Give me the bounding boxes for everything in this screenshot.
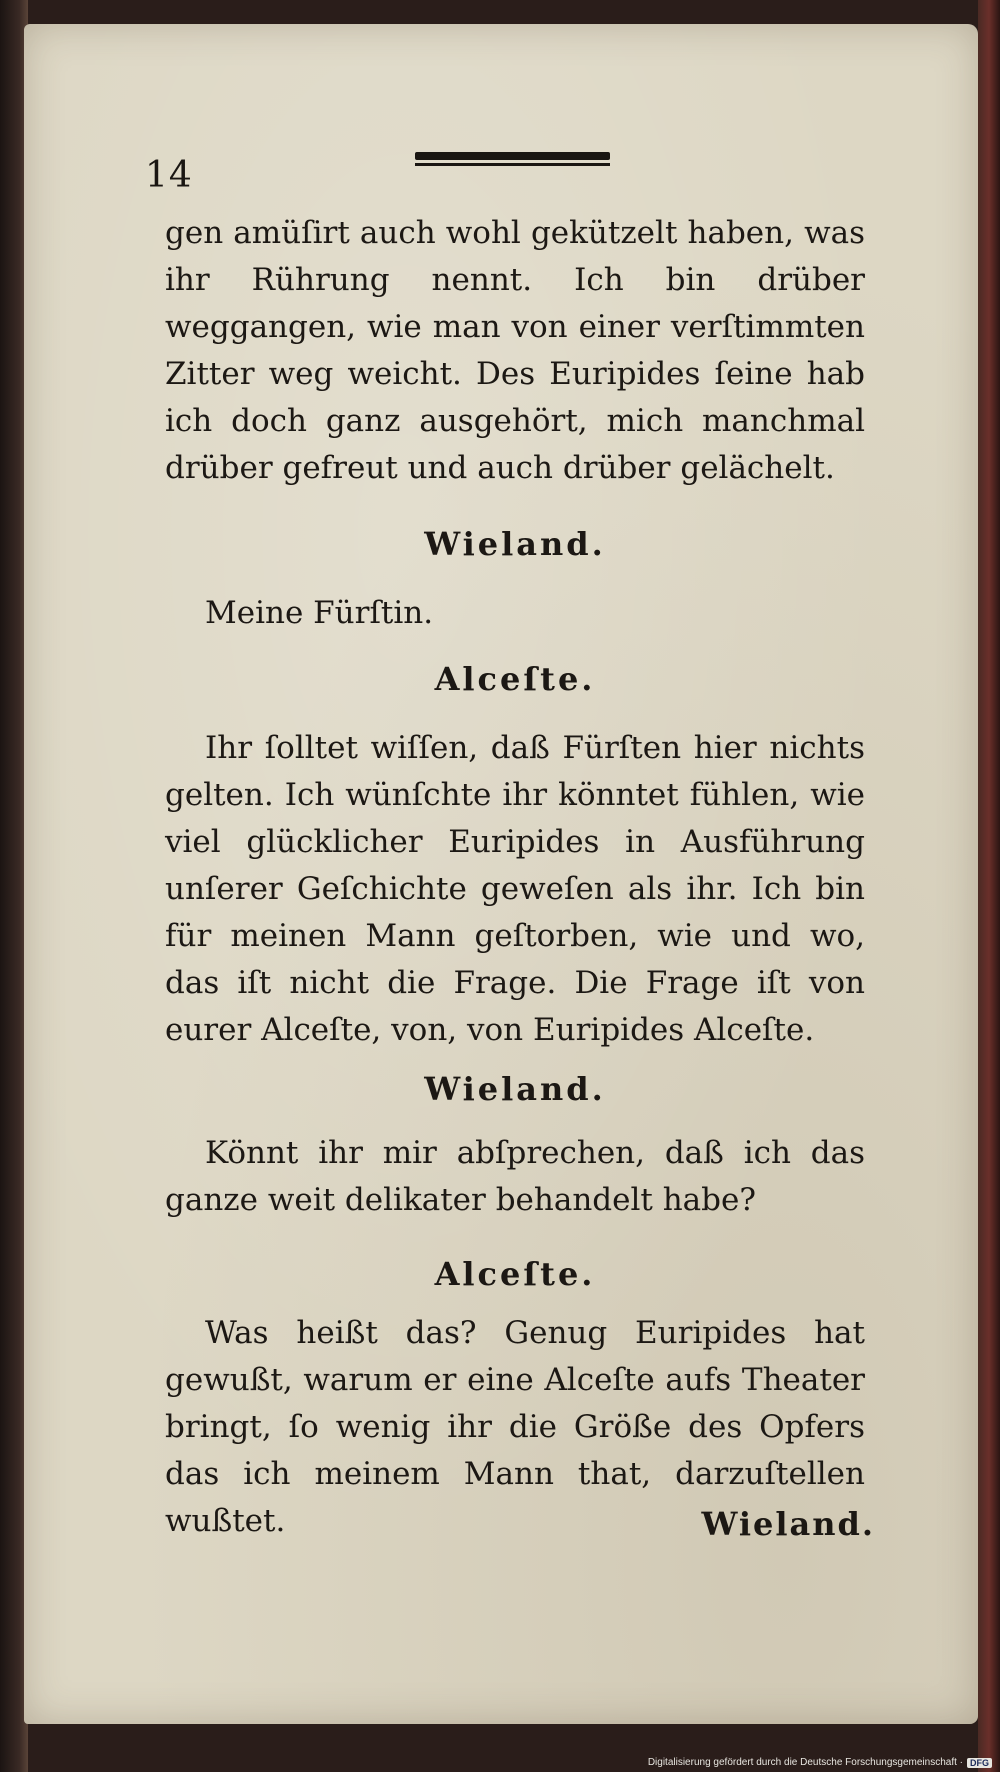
paragraph-wieland-reply bbox=[165, 590, 865, 637]
speaker-heading-wieland: Wieland. bbox=[424, 525, 606, 563]
page-number: 14 bbox=[145, 155, 193, 196]
speaker-heading-alceste: Alceſte. bbox=[434, 660, 596, 698]
credit-text: Digitalisierung gefördert durch die Deutsche Forschungsgemeinschaft · bbox=[647, 1757, 963, 1768]
catchword: Wieland. bbox=[701, 1505, 875, 1543]
paragraph-text: Könnt ihr mir abſprechen, daß ich das ganze weit delikater behandelt habe? bbox=[165, 1135, 865, 1218]
digitization-credit bbox=[648, 1757, 992, 1768]
paragraph-text: Was heißt das? Genug Euripides hat gewußt, warum er eine Alceſte aufs Theater bringt, ſo wenig ihr die Größe des Opfers das ich meinem Mann that, darzuſtellen wußtet. bbox=[165, 1315, 865, 1539]
speaker-heading-alceste-2: Alceſte. bbox=[434, 1255, 596, 1293]
paragraph-text: Ihr ſolltet wiſſen, daß Fürſten hier nichts gelten. Ich wünſchte ihr könntet fühlen, wie viel glücklicher Euripides in Ausführung unſerer Geſchichte geweſen als ihr. Ich bin für meinen Mann geſtorben, wie und wo, das iſt nicht die Frage. Die Frage iſt von eurer Alceſte, von, von Euripides Alceſte. bbox=[165, 730, 865, 1048]
paragraph-text: Meine Fürſtin. bbox=[205, 595, 434, 631]
paragraph-wieland-question bbox=[165, 1130, 865, 1224]
book-binding-right bbox=[978, 0, 1000, 1772]
paragraph-opening bbox=[165, 210, 865, 492]
speaker-heading-wieland-2: Wieland. bbox=[424, 1070, 606, 1108]
paragraph-text: gen amüſirt auch wohl gekützelt haben, was ihr Rührung nennt. Ich bin drüber weggangen, wie man von einer verſtimmten Zitter weg weicht. Des Euripides ſeine hab ich doch ganz ausgehört, mich manchmal drüber gefreut und auch drüber gelächelt. bbox=[165, 215, 865, 486]
header-ornament-rule bbox=[415, 152, 610, 166]
dfg-logo: DFG bbox=[967, 1758, 992, 1768]
paragraph-alceste-speech bbox=[165, 725, 865, 1054]
